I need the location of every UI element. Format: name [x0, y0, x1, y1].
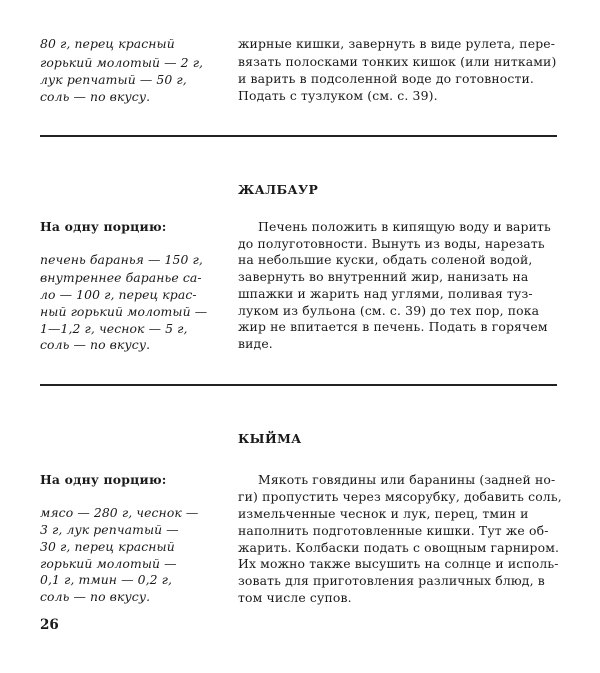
- portion-label: На одну порцию:: [40, 472, 167, 487]
- recipe-title-kyima: КЫЙМА: [238, 431, 302, 446]
- ingredient-line: соль — по вкусу.: [40, 89, 151, 104]
- instruction-line: Мякоть говядины или баранины (задней но-: [258, 472, 556, 487]
- instruction-line: ги) пропустить через мясорубку, добавить соль,: [238, 489, 562, 504]
- instruction-line: шпажки и жарить над углями, поливая туз-: [238, 286, 533, 301]
- ingredient-line: 80 г, перец красный: [40, 36, 175, 51]
- instruction-line: до полуготовности. Вынуть из воды, нарезать: [238, 236, 545, 251]
- ingredient-line: 0,1 г, тмин — 0,2 г,: [40, 572, 173, 587]
- instruction-line: жарить. Колбаски подать с овощным гарниром.: [238, 540, 560, 555]
- instruction-line: вязать полосками тонких кишок (или нитками): [238, 54, 557, 69]
- instruction-line: и варить в подсоленной воде до готовности.: [238, 71, 534, 86]
- instruction-line: жирные кишки, завернуть в виде рулета, пере-: [238, 36, 556, 51]
- instruction-line: Их можно также высушить на солнце и исполь-: [238, 556, 559, 571]
- ingredient-line: горький молотый — 2 г,: [40, 55, 204, 70]
- recipe-title-zhalbaur: ЖАЛБАУР: [238, 182, 319, 197]
- instruction-line: наполнить подготовленные кишки. Тут же об-: [238, 523, 549, 538]
- ingredient-line: ло — 100 г, перец крас-: [40, 287, 197, 302]
- ingredient-line: 3 г, лук репчатый —: [40, 522, 179, 537]
- instruction-line: виде.: [238, 336, 273, 351]
- section-divider: [40, 384, 557, 386]
- ingredient-line: 1—1,2 г, чеснок — 5 г,: [40, 321, 188, 336]
- ingredient-line: 30 г, перец красный: [40, 539, 175, 554]
- instruction-line: Печень положить в кипящую воду и варить: [258, 219, 551, 234]
- instruction-line: измельченные чеснок и лук, перец, тмин и: [238, 506, 529, 521]
- ingredient-line: мясо — 280 г, чеснок —: [40, 505, 199, 520]
- instruction-line: том числе супов.: [238, 590, 352, 605]
- instruction-line: луком из бульона (см. с. 39) до тех пор, пока: [238, 303, 540, 318]
- ingredient-line: ный горький молотый —: [40, 304, 208, 319]
- instruction-line: на небольшие куски, обдать соленой водой,: [238, 252, 533, 267]
- instruction-line: Подать с тузлуком (см. с. 39).: [238, 88, 438, 103]
- ingredient-line: внутреннее баранье са-: [40, 270, 202, 285]
- ingredient-line: лук репчатый — 50 г,: [40, 72, 187, 87]
- instruction-line: жир не впитается в печень. Подать в горячем: [238, 319, 548, 334]
- section-divider: [40, 135, 557, 137]
- instruction-line: завернуть во внутренний жир, нанизать на: [238, 269, 529, 284]
- ingredient-line: печень баранья — 150 г,: [40, 252, 203, 267]
- ingredient-line: соль — по вкусу.: [40, 589, 151, 604]
- ingredient-line: горький молотый —: [40, 556, 177, 571]
- page-number: 26: [40, 617, 59, 633]
- instruction-line: зовать для приготовления различных блюд, в: [238, 573, 545, 588]
- ingredient-line: соль — по вкусу.: [40, 337, 151, 352]
- portion-label: На одну порцию:: [40, 219, 167, 234]
